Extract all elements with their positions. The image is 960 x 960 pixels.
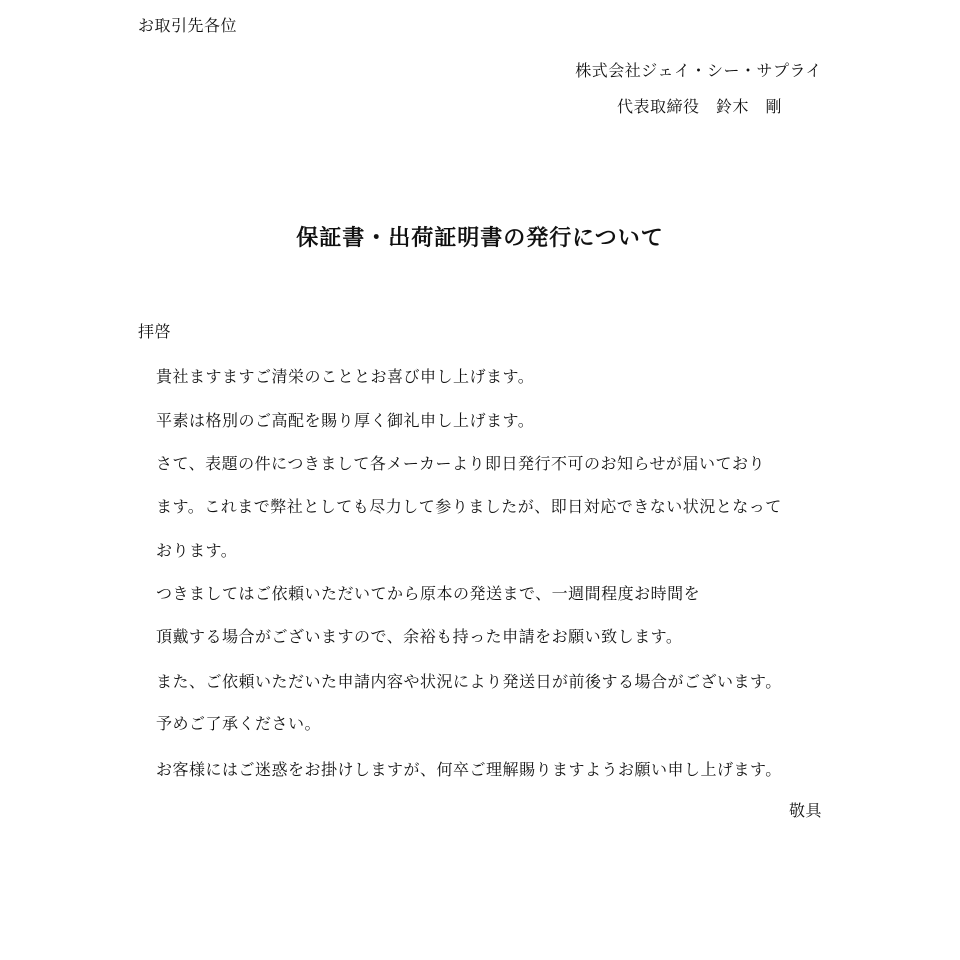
body-line: ます。これまで弊社としても尽力して参りましたが、即日対応できない状況となって — [156, 497, 782, 516]
body-line: 平素は格別のご高配を賜り厚く御礼申し上げます。 — [156, 411, 535, 430]
body-line: 貴社ますますご清栄のこととお喜び申し上げます。 — [156, 367, 535, 386]
body-line: また、ご依頼いただいた申請内容や状況により発送日が前後する場合がございます。 — [156, 672, 782, 691]
document-title: 保証書・出荷証明書の発行について — [296, 226, 664, 251]
body-line: おります。 — [156, 541, 238, 560]
body-line: つきましてはご依頼いただいてから原本の発送まで、一週間程度お時間を — [156, 584, 701, 603]
sender-company: 株式会社ジェイ・シー・サプライ — [575, 61, 822, 80]
salutation: 拝啓 — [138, 322, 172, 341]
body-line: さて、表題の件につきまして各メーカーより即日発行不可のお知らせが届いており — [156, 454, 766, 473]
body-line: お客様にはご迷惑をお掛けしますが、何卒ご理解賜りますようお願い申し上げます。 — [156, 760, 782, 779]
body-line: 頂戴する場合がございますので、余裕も持った申請をお願い致します。 — [156, 627, 683, 646]
body-line: 予めご了承ください。 — [156, 714, 322, 733]
addressee: お取引先各位 — [138, 16, 238, 35]
closing: 敬具 — [788, 801, 822, 820]
sender-representative: 代表取締役 鈴木 剛 — [617, 97, 783, 116]
